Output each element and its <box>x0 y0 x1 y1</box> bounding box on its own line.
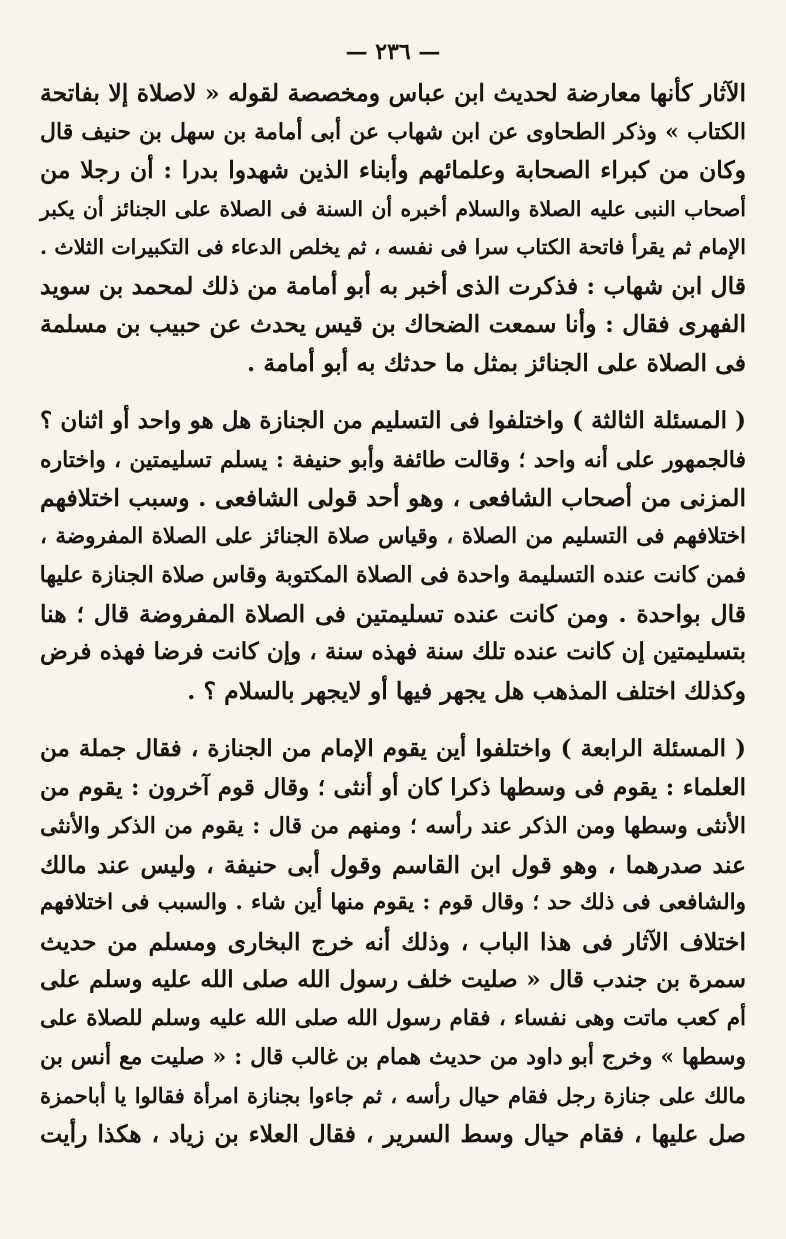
text-line: اختلاف الآثار فى هذا الباب ، وذلك أنه خرج البخارى ومسلم من حديث <box>40 927 746 956</box>
paragraph-hadith-tahawi <box>40 74 746 382</box>
text-line: اختلافهم فى التسليم من الصلاة ، وقياس صلاة الجنائز على الصلاة المفروضة ، <box>40 523 746 549</box>
text-line: قال بواحدة . ومن كانت عنده تسليمتين فى الصلاة المفروضة قال ؛ هنا <box>40 599 746 628</box>
text-line: قال ابن شهاب : فذكرت الذى أخبر به أبو أمامة من ذلك لمحمد بن سويد <box>40 271 746 300</box>
text-line: أم كعب ماتت وهى نفساء ، فقام رسول الله صلى الله عليه وسلم للصلاة على <box>40 1005 746 1031</box>
text-line: الإمام ثم يقرأ فاتحة الكتاب سرا فى نفسه ، ثم يخلص الدعاء فى التكبيرات الثلاث . <box>40 235 746 259</box>
text-line: وسطها » وخرج أبو داود من حديث همام بن غالب قال : « صليت مع أنس بن <box>40 1044 746 1070</box>
text-line: فالجمهور على أنه واحد ؛ وقالت طائفة وأبو حنيفة : يسلم تسليمتين ، واختاره <box>40 446 746 473</box>
text-line: وكذلك اختلف المذهب هل يجهر فيها أو لايجهر بالسلام ؟ . <box>187 676 746 705</box>
text-line: والشافعى فى ذلك حد ؛ وقال قوم : يقوم منها أين شاء . والسبب فى اختلافهم <box>40 890 746 915</box>
paragraph-masala-fourth <box>40 730 746 1154</box>
paragraph-masala-third <box>40 402 746 710</box>
paragraph-gap <box>40 710 746 730</box>
text-line: المزنى من أصحاب الشافعى ، وهو أحد قولى الشافعى . وسبب اختلافهم <box>40 484 746 512</box>
paragraph-gap <box>40 382 746 402</box>
text-line: سمرة بن جندب قال « صليت خلف رسول الله صلى الله عليه وسلم على <box>40 966 746 993</box>
text-line: ( المسئلة الثالثة ) واختلفوا فى التسليم من الجنازة هل هو واحد أو اثنان ؟ <box>40 407 746 434</box>
text-line: الأنثى وسطها ومن الذكر عند رأسه ؛ ومنهم من قال : يقوم من الذكر والأنثى <box>40 813 746 839</box>
text-line: عند صدرهما ، وهو قول ابن القاسم وقول أبى حنيفة ، وليس عند مالك <box>40 850 746 879</box>
page-number: — ٢٣٦ — <box>345 39 441 65</box>
text-line: صل عليها ، فقام حيال وسط السرير ، فقال العلاء بن زياد ، هكذا رأيت <box>40 1120 746 1148</box>
text-line: ( المسئلة الرابعة ) واختلفوا أين يقوم الإمام من الجنازة ، فقال جملة من <box>40 735 746 762</box>
text-line: وكان من كبراء الصحابة وعلمائهم وأبناء الذين شهدوا بدرا : أن رجلا من <box>40 156 746 184</box>
text-line: الكتاب » وذكر الطحاوى عن ابن شهاب عن أبى أمامة بن سهل بن حنيف قال <box>40 118 746 145</box>
text-line: الفهرى فقال : وأنا سمعت الضحاك بن قيس يحدث عن حبيب بن مسلمة <box>40 310 746 338</box>
text-line: بتسليمتين إن كانت عنده تلك سنة فهذه سنة ، وإن كانت فرضا فهذه فرض <box>40 638 746 665</box>
text-line: فمن كانت عنده التسليمة واحدة فى الصلاة المكتوبة وقاس صلاة الجنازة عليها <box>39 562 746 588</box>
text-line: الآثار كأنها معارضة لحديث ابن عباس ومخصصة لقوله « لاصلاة إلا بفاتحة <box>40 79 746 107</box>
text-line: أصحاب النبى عليه الصلاة والسلام أخبره أن السنة فى الصلاة على الجنائز أن يكبر <box>40 196 746 221</box>
text-line: مالك على جنازة رجل فقام حيال رأسه ، ثم جاءوا بجنازة امرأة فقالوا يا أباحمزة <box>40 1082 746 1108</box>
text-line: العلماء : يقوم فى وسطها ذكرا كان أو أنثى ؛ وقال قوم آخرون : يقوم من <box>40 773 746 801</box>
text-line: فى الصلاة على الجنائز بمثل ما حدثك به أبو أمامة . <box>246 348 746 377</box>
